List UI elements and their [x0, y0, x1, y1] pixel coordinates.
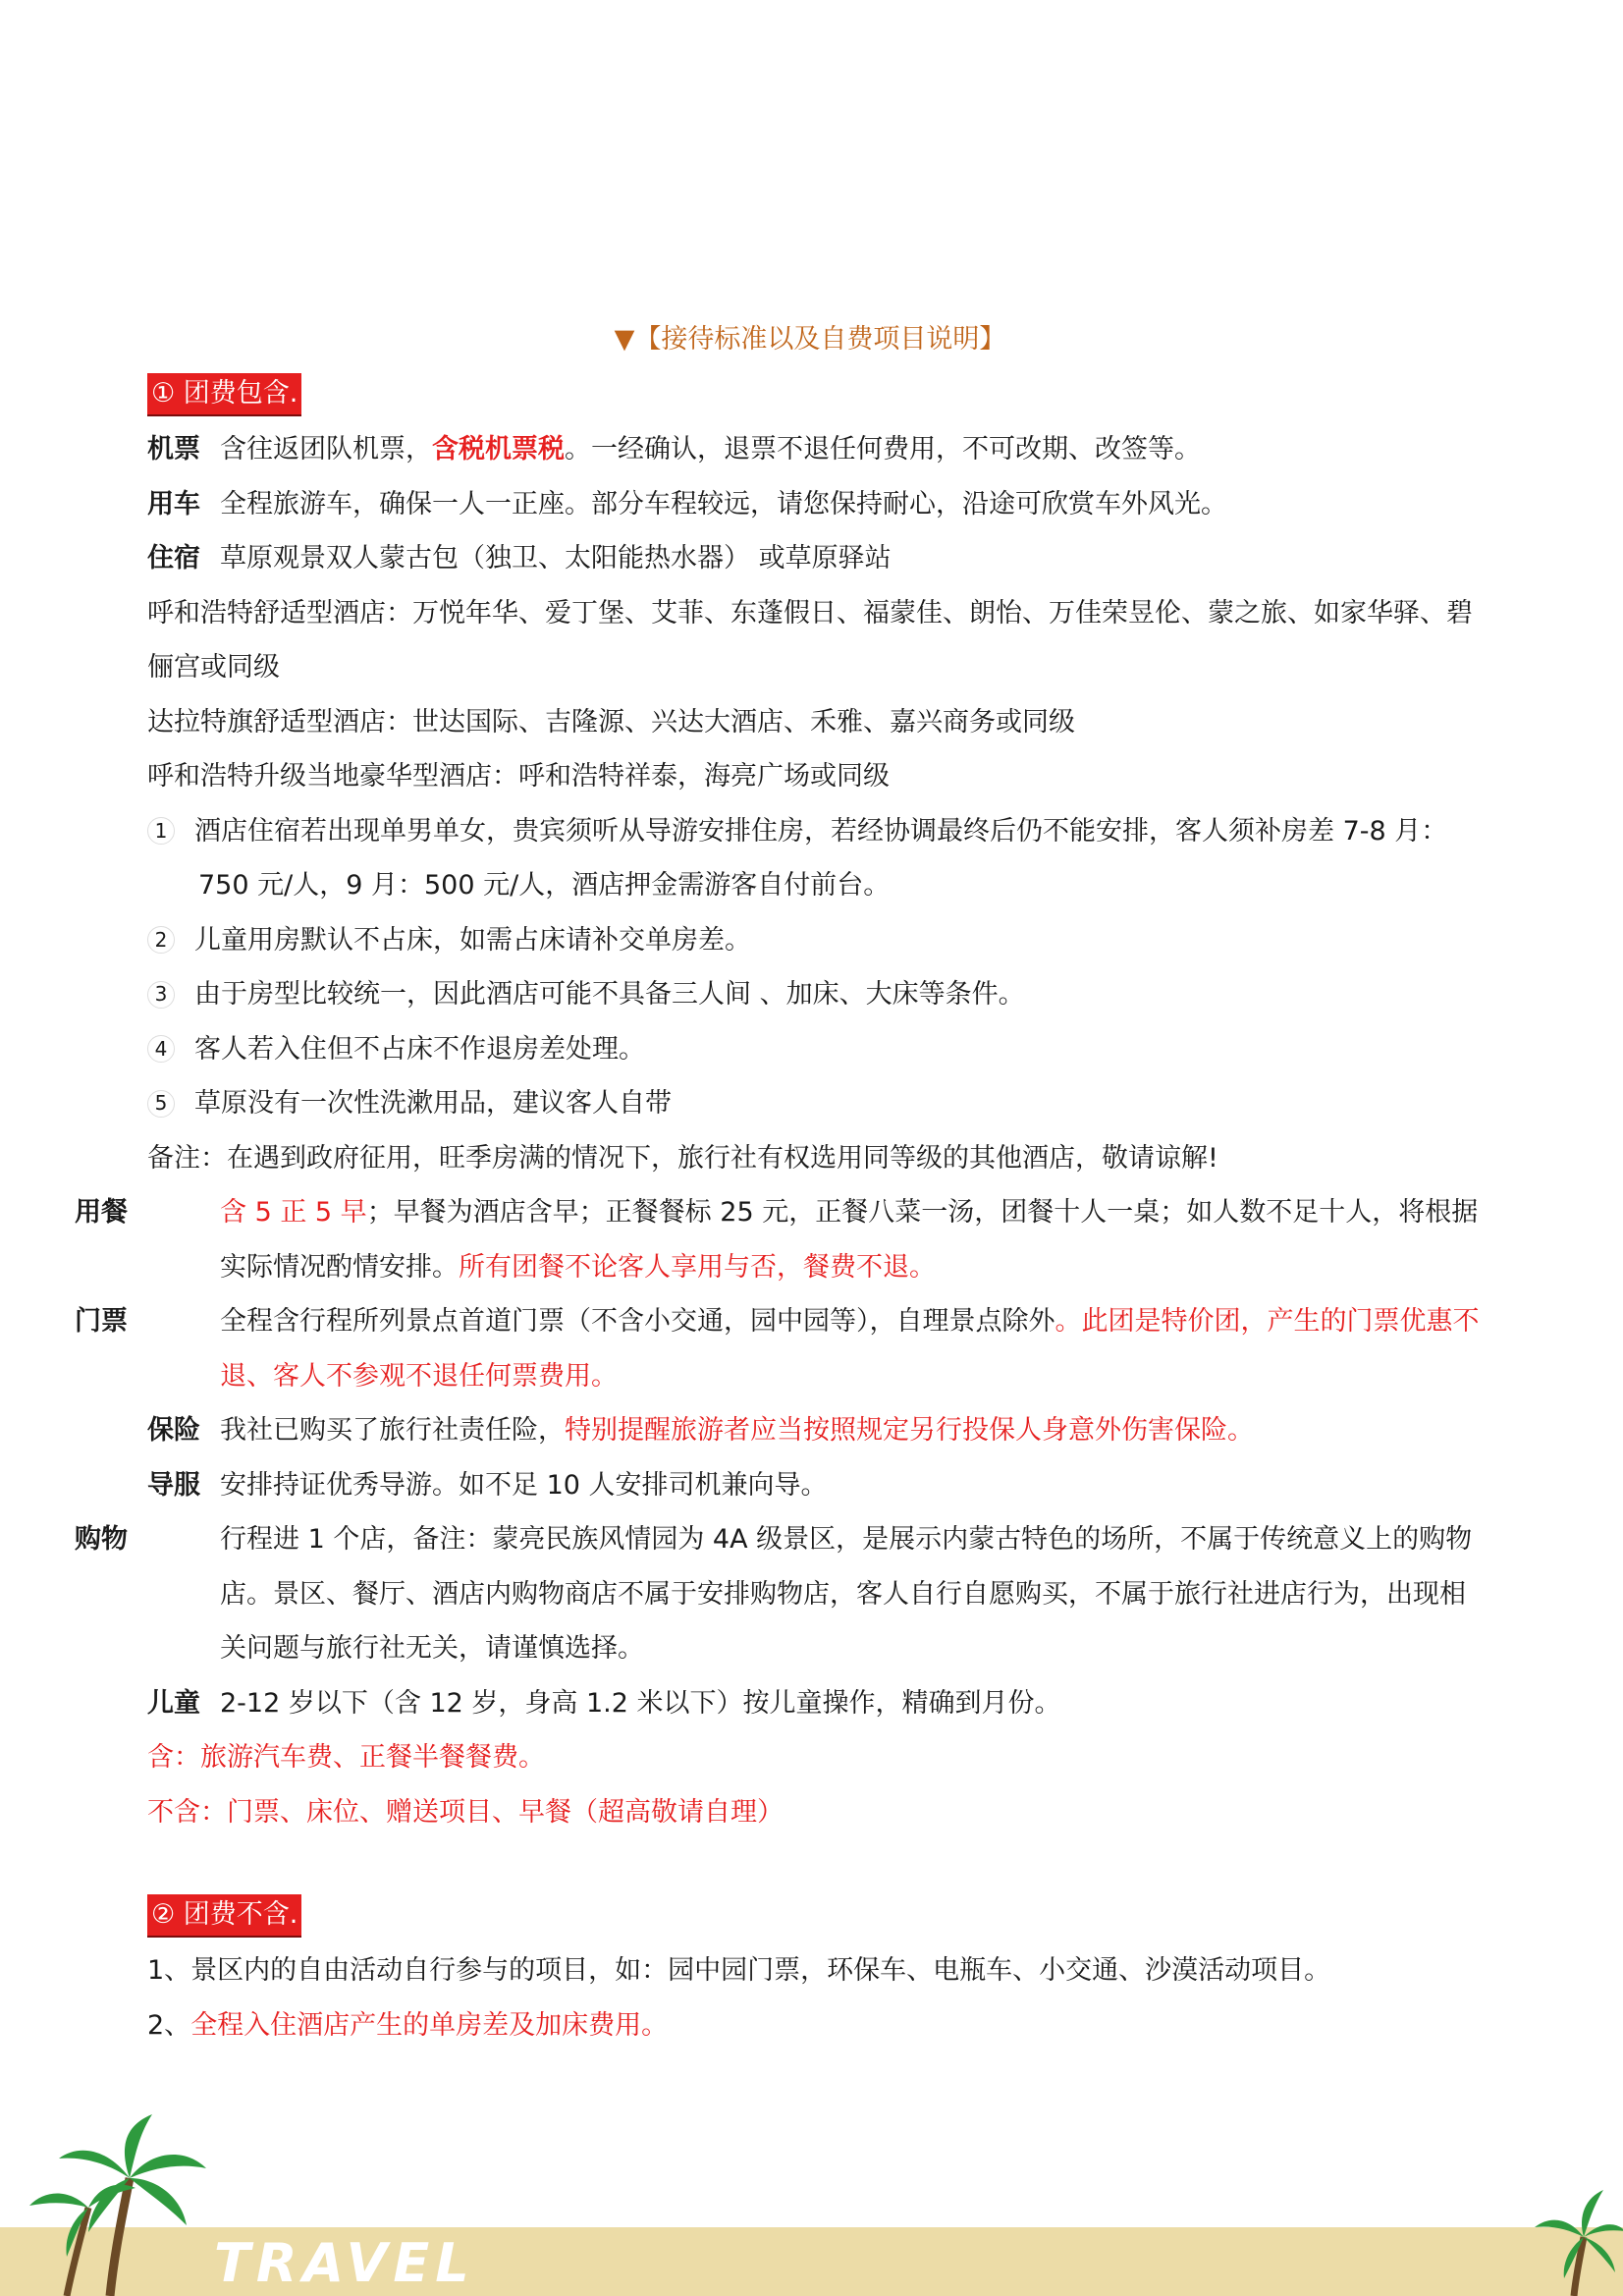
- meals-line: [75, 1185, 1483, 1294]
- airfare-label: 机票: [147, 434, 200, 465]
- shopping-text: 行程进 1 个店，备注：蒙亮民族风情园为 4A 级景区，是展示内蒙古特色的场所，不属于传统意义上的购物店。景区、餐厅、酒店内购物商店不属于安排购物店，客人自行自愿购买，不属于旅行社进店行为，出现相关问题与旅行社无关，请谨慎选择。: [220, 1524, 1473, 1664]
- insurance-label: 保险: [147, 1415, 200, 1446]
- lodging-line: [147, 531, 1483, 586]
- note-item: [147, 1022, 1483, 1077]
- note-text: 酒店住宿若出现单男单女，贵宾须听从导游安排住房，若经协调最终后仍不能安排，客人须补房差 7-8 月：750 元/人，9 月：500 元/人，酒店押金需游客自付前台。: [194, 815, 1448, 901]
- meals-no-refund: 所有团餐不论客人享用与否，餐费不退。: [459, 1251, 936, 1283]
- note-number: 5: [147, 1090, 175, 1118]
- excluded-item-2-number: 2、: [147, 2009, 191, 2041]
- children-line: [147, 1676, 1483, 1731]
- airfare-text2: 。一经确认，退票不退任何费用，不可改期、改签等。: [565, 434, 1201, 465]
- note-number: 3: [147, 981, 175, 1009]
- airfare-text1: 含往返团队机票，: [220, 434, 432, 465]
- guide-text: 安排持证优秀导游。如不足 10 人安排司机兼向导。: [220, 1469, 828, 1501]
- hotel-line-dalad: 达拉特旗舒适型酒店：世达国际、吉隆源、兴达大酒店、禾雅、嘉兴商务或同级: [147, 706, 1075, 738]
- note-item: [147, 913, 1483, 968]
- children-text: 2-12 岁以下（含 12 岁，身高 1.2 米以下）按儿童操作，精确到月份。: [220, 1687, 1061, 1719]
- note-text: 儿童用房默认不占床，如需占床请补交单房差。: [194, 924, 751, 956]
- note-item: [147, 804, 1483, 913]
- children-label: 儿童: [147, 1687, 200, 1719]
- lodging-label: 住宿: [147, 543, 200, 574]
- included-badge: ① 团费包含.: [147, 373, 301, 416]
- travel-wordmark: TRAVEL: [214, 2232, 475, 2294]
- guide-label: 导服: [147, 1469, 200, 1501]
- palm-tree-left-icon: [20, 2109, 226, 2296]
- children-excluded: 不含：门票、床位、赠送项目、早餐（超高敬请自理）: [147, 1796, 784, 1828]
- palm-tree-right-icon: [1515, 2168, 1623, 2296]
- tickets-text: 全程含行程所列景点首道门票（不含小交通，园中园等），自理景点除外: [220, 1306, 1055, 1337]
- tickets-line: [75, 1294, 1483, 1403]
- hotel-line-upgrade: 呼和浩特升级当地豪华型酒店：呼和浩特祥泰，海亮广场或同级: [147, 761, 890, 792]
- guide-line: [147, 1458, 1483, 1513]
- document-body: [75, 316, 1483, 2052]
- note-number: 1: [147, 817, 175, 845]
- shopping-line: [75, 1512, 1483, 1676]
- vehicle-label: 用车: [147, 488, 200, 519]
- note-text: 由于房型比较统一，因此酒店可能不具备三人间 、加床、大床等条件。: [194, 979, 1025, 1010]
- meals-label: 用餐: [75, 1197, 128, 1228]
- excluded-item-2: [147, 1998, 1483, 2053]
- note-item: [147, 967, 1483, 1022]
- airfare-tax-highlight: 含税机票税: [432, 434, 565, 465]
- note-item: [147, 1076, 1483, 1131]
- insurance-warning: 特别提醒旅游者应当按照规定另行投保人身意外伤害保险。: [565, 1415, 1254, 1446]
- excluded-badge: ② 团费不含.: [147, 1894, 301, 1938]
- tickets-label: 门票: [75, 1306, 128, 1337]
- note-number: 2: [147, 926, 175, 954]
- children-included: 含：旅游汽车费、正餐半餐餐费。: [147, 1742, 545, 1773]
- vehicle-line: [147, 477, 1483, 532]
- footer-band: [0, 2227, 1623, 2296]
- excluded-item-1: 1、景区内的自由活动自行参与的项目，如：园中园门票，环保车、电瓶车、小交通、沙漠活动项目。: [147, 1955, 1331, 1986]
- meals-text: ；早餐为酒店含早；正餐餐标 25 元，正餐八菜一汤，团餐十人一桌；如人数不足十人，将根据实际情况酌情安排。: [220, 1197, 1479, 1283]
- insurance-text: 我社已购买了旅行社责任险，: [220, 1415, 565, 1446]
- remark-line: 备注：在遇到政府征用，旺季房满的情况下，旅行社有权选用同等级的其他酒店，敬请谅解!: [147, 1142, 1218, 1174]
- meals-count: 含 5 正 5 早: [220, 1197, 367, 1228]
- insurance-line: [147, 1403, 1483, 1458]
- lodging-text: 草原观景双人蒙古包（独卫、太阳能热水器） 或草原驿站: [220, 543, 892, 574]
- note-text: 客人若入住但不占床不作退房差处理。: [194, 1033, 645, 1065]
- section-title: ▼【接待标准以及自费项目说明】: [614, 324, 1006, 355]
- note-number: 4: [147, 1035, 175, 1063]
- note-text: 草原没有一次性洗漱用品，建议客人自带: [194, 1088, 672, 1119]
- excluded-item-2-text: 全程入住酒店产生的单房差及加床费用。: [190, 2009, 669, 2041]
- airfare-line: [147, 422, 1483, 477]
- vehicle-text: 全程旅游车，确保一人一正座。部分车程较远，请您保持耐心，沿途可欣赏车外风光。: [220, 488, 1227, 519]
- hotel-line-hohhot: 呼和浩特舒适型酒店：万悦年华、爱丁堡、艾菲、东蓬假日、福蒙佳、朗怡、万佳荣昱伦、蒙之旅、如家华驿、碧俪宫或同级: [147, 597, 1473, 683]
- shopping-label: 购物: [75, 1524, 128, 1555]
- tickets-warning: 。此团是特价团，产生的门票优惠不退、客人不参观不退任何票费用。: [220, 1306, 1480, 1392]
